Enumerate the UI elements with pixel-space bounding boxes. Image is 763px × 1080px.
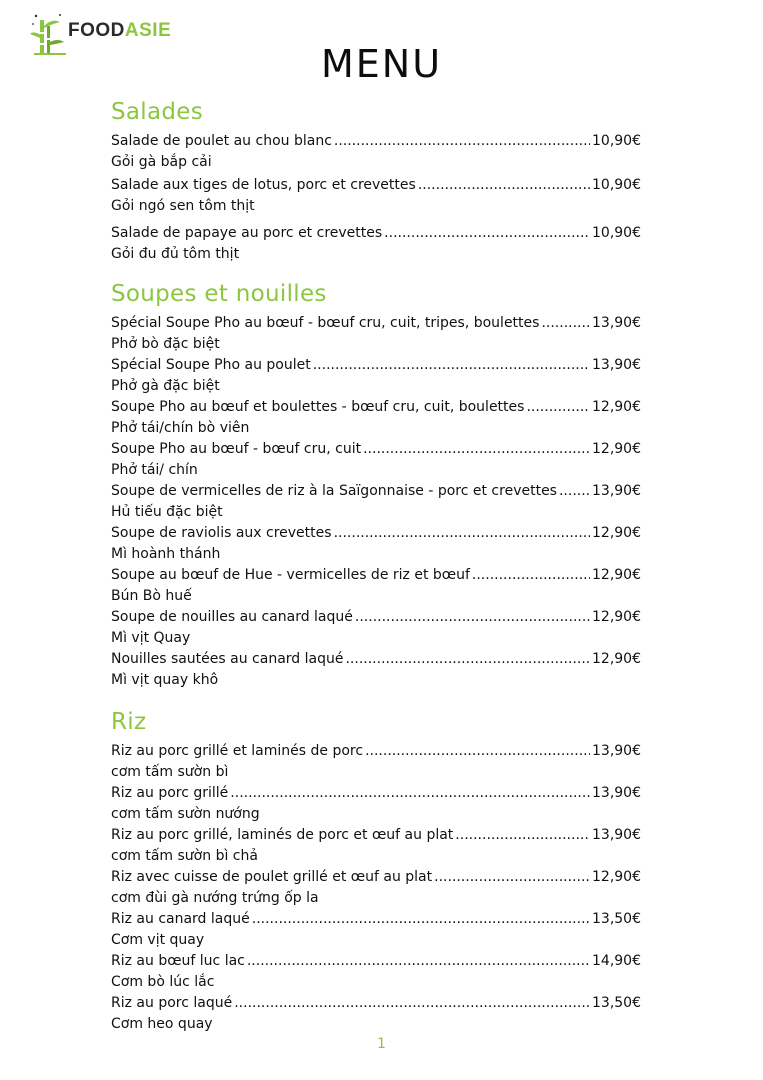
item-name: Soupe Pho au bœuf - bœuf cru, cuit [111,441,362,457]
item-vietnamese-name: Cơm bò lúc lắc [111,974,215,990]
dot-leader [434,867,590,888]
brand-name-asie: ASIE [124,20,172,41]
item-name: Spécial Soupe Pho au bœuf - bœuf cru, cuit, tripes, boulettes [111,315,540,331]
section-title: Soupes et nouilles [111,281,327,307]
item-price: 10,90€ [592,177,641,193]
item-name: Soupe de raviolis aux crevettes [111,525,332,541]
item-name: Salade de papaye au porc et crevettes [111,225,383,241]
item-price: 14,90€ [592,953,641,969]
menu-item [111,313,641,355]
item-name: Salade de poulet au chou blanc [111,133,332,149]
item-name: Riz au bœuf luc lac [111,953,245,969]
item-vietnamese-name: Gỏi gà bắp cải [111,154,212,170]
menu-item [111,649,641,691]
item-price: 13,50€ [592,995,641,1011]
item-price: 12,90€ [592,869,641,885]
section-title: Salades [111,99,204,125]
dot-leader [418,175,590,196]
item-price: 10,90€ [592,225,641,241]
menu-item [111,741,641,783]
item-vietnamese-name: Phở tái/chín bò viên [111,420,250,436]
item-price: 13,50€ [592,911,641,927]
item-name: Nouilles sautées au canard laqué [111,651,344,667]
item-price: 10,90€ [592,133,641,149]
item-price: 12,90€ [592,567,641,583]
dot-leader [334,523,590,544]
page-title: MENU [320,42,443,86]
item-vietnamese-name: Cơm heo quay [111,1016,213,1032]
dot-leader [247,951,590,972]
item-name: Salade aux tiges de lotus, porc et crevettes [111,177,416,193]
dot-leader [230,783,590,804]
item-vietnamese-name: Cơm vịt quay [111,932,205,948]
menu-item [111,439,641,481]
item-price: 12,90€ [592,651,641,667]
dot-leader [455,825,590,846]
item-vietnamese-name: cơm đùi gà nướng trứng ốp la [111,890,319,906]
item-vietnamese-name: cơm tấm sườn bì chả [111,848,258,864]
dot-leader [334,131,590,152]
menu-item [111,523,641,565]
section-riz [111,707,641,1035]
page-number: 1 [377,1036,386,1052]
menu-item [111,867,641,909]
menu-item [111,175,641,221]
brand-name [68,20,171,42]
item-name: Soupe Pho au bœuf et boulettes - bœuf cru, cuit, boulettes [111,399,525,415]
dot-leader [559,481,590,502]
item-price: 12,90€ [592,441,641,457]
menu-item [111,783,641,825]
menu-item [111,565,641,607]
item-name: Riz au porc grillé [111,785,229,801]
item-name: Spécial Soupe Pho au poulet [111,357,311,373]
dot-leader [345,649,590,670]
dot-leader [363,439,590,460]
menu-item [111,131,641,173]
item-name: Riz au porc grillé, laminés de porc et œuf au plat [111,827,454,843]
item-vietnamese-name: cơm tấm sườn bì [111,764,229,780]
item-price: 13,90€ [592,315,641,331]
item-vietnamese-name: Phở gà đặc biệt [111,378,220,394]
menu-item [111,825,641,867]
item-vietnamese-name: Mì vịt Quay [111,630,191,646]
menu-item [111,951,641,993]
item-vietnamese-name: Hủ tiếu đặc biệt [111,504,223,520]
item-price: 13,90€ [592,785,641,801]
item-vietnamese-name: Mì vịt quay khô [111,672,219,688]
item-price: 12,90€ [592,525,641,541]
section-soupes-et-nouilles [111,279,641,691]
item-price: 13,90€ [592,827,641,843]
dot-leader [472,565,590,586]
item-price: 12,90€ [592,609,641,625]
section-title: Riz [111,709,147,735]
item-name: Riz avec cuisse de poulet grillé et œuf au plat [111,869,433,885]
dot-leader [384,223,590,244]
dot-leader [234,993,590,1014]
section-salades [111,97,641,269]
item-vietnamese-name: Phở bò đặc biệt [111,336,220,352]
dot-leader [313,355,590,376]
item-name: Soupe de vermicelles de riz à la Saïgonnaise - porc et crevettes [111,483,557,499]
item-vietnamese-name: Mì hoành thánh [111,546,221,562]
menu-item [111,397,641,439]
dot-leader [252,909,590,930]
menu-item [111,607,641,649]
menu-item [111,355,641,397]
menu-item [111,223,641,269]
item-price: 12,90€ [592,399,641,415]
item-price: 13,90€ [592,357,641,373]
dot-leader [365,741,590,762]
item-price: 13,90€ [592,743,641,759]
item-vietnamese-name: Bún Bò huế [111,588,192,604]
dot-leader [541,313,590,334]
dot-leader [355,607,590,628]
item-name: Riz au porc laqué [111,995,233,1011]
item-name: Riz au canard laqué [111,911,250,927]
menu-item [111,909,641,951]
item-name: Soupe de nouilles au canard laqué [111,609,353,625]
item-vietnamese-name: Gỏi đu đủ tôm thịt [111,246,240,262]
item-name: Riz au porc grillé et laminés de porc [111,743,364,759]
item-price: 13,90€ [592,483,641,499]
item-vietnamese-name: cơm tấm sườn nướng [111,806,260,822]
dot-leader [526,397,590,418]
menu-item [111,993,641,1035]
menu-item [111,481,641,523]
item-name: Soupe au bœuf de Hue - vermicelles de riz et bœuf [111,567,470,583]
item-vietnamese-name: Phở tái/ chín [111,462,198,478]
item-vietnamese-name: Gỏi ngó sen tôm thịt [111,198,255,214]
brand-name-food: FOOD [68,20,125,41]
